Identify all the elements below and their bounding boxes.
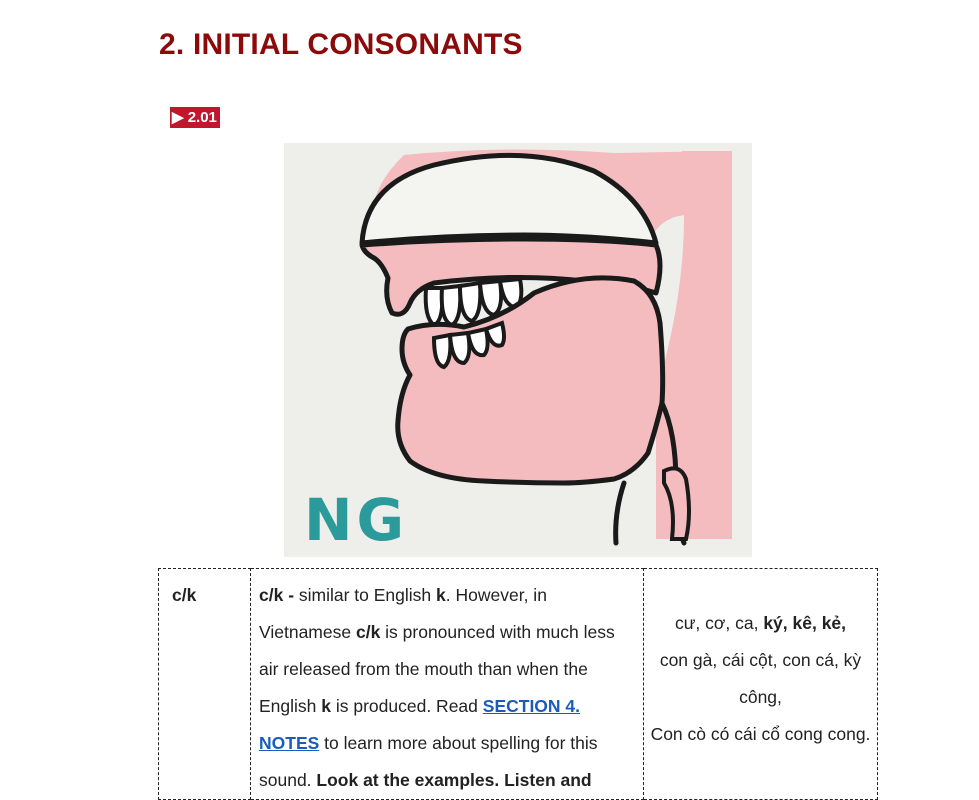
mouth-diagram-svg — [284, 143, 752, 557]
consonant-examples — [644, 569, 878, 800]
desc-term: c/k — [355, 622, 381, 642]
consonant-letter: c/k — [159, 569, 251, 800]
desc-text: is produced. Read — [331, 696, 483, 716]
audio-play-button[interactable]: ▶ 2.01 — [170, 107, 220, 128]
consonant-description — [251, 569, 644, 800]
mouth-diagram — [284, 143, 752, 557]
desc-instruction: Look at the examples. Listen and — [316, 770, 592, 790]
desc-text: is pronounced with much less air released from the mouth than when the English — [259, 622, 615, 716]
desc-term: k — [321, 696, 331, 716]
example-text: Con cò có cái cổ cong cong. — [650, 724, 871, 744]
consonant-table — [158, 568, 878, 800]
example-bold: ký, kê, kẻ, — [763, 613, 847, 633]
desc-term: c/k — [259, 585, 284, 605]
desc-text: . However, in Vietnamese — [259, 585, 547, 642]
table-row — [159, 569, 878, 800]
sound-label: NG — [304, 486, 409, 554]
desc-text: to learn more about spelling for this sound. — [259, 733, 598, 790]
desc-term: k — [436, 585, 446, 605]
section-title: 2. INITIAL CONSONANTS — [159, 28, 523, 61]
example-text: con gà, cái cột, con cá, kỳ công, — [659, 650, 862, 707]
desc-text: similar to English — [298, 585, 437, 605]
section-4-notes-link[interactable]: SECTION 4. NOTES — [259, 696, 581, 753]
desc-dash: - — [283, 585, 299, 605]
example-text: cư, cơ, ca, — [674, 613, 764, 633]
